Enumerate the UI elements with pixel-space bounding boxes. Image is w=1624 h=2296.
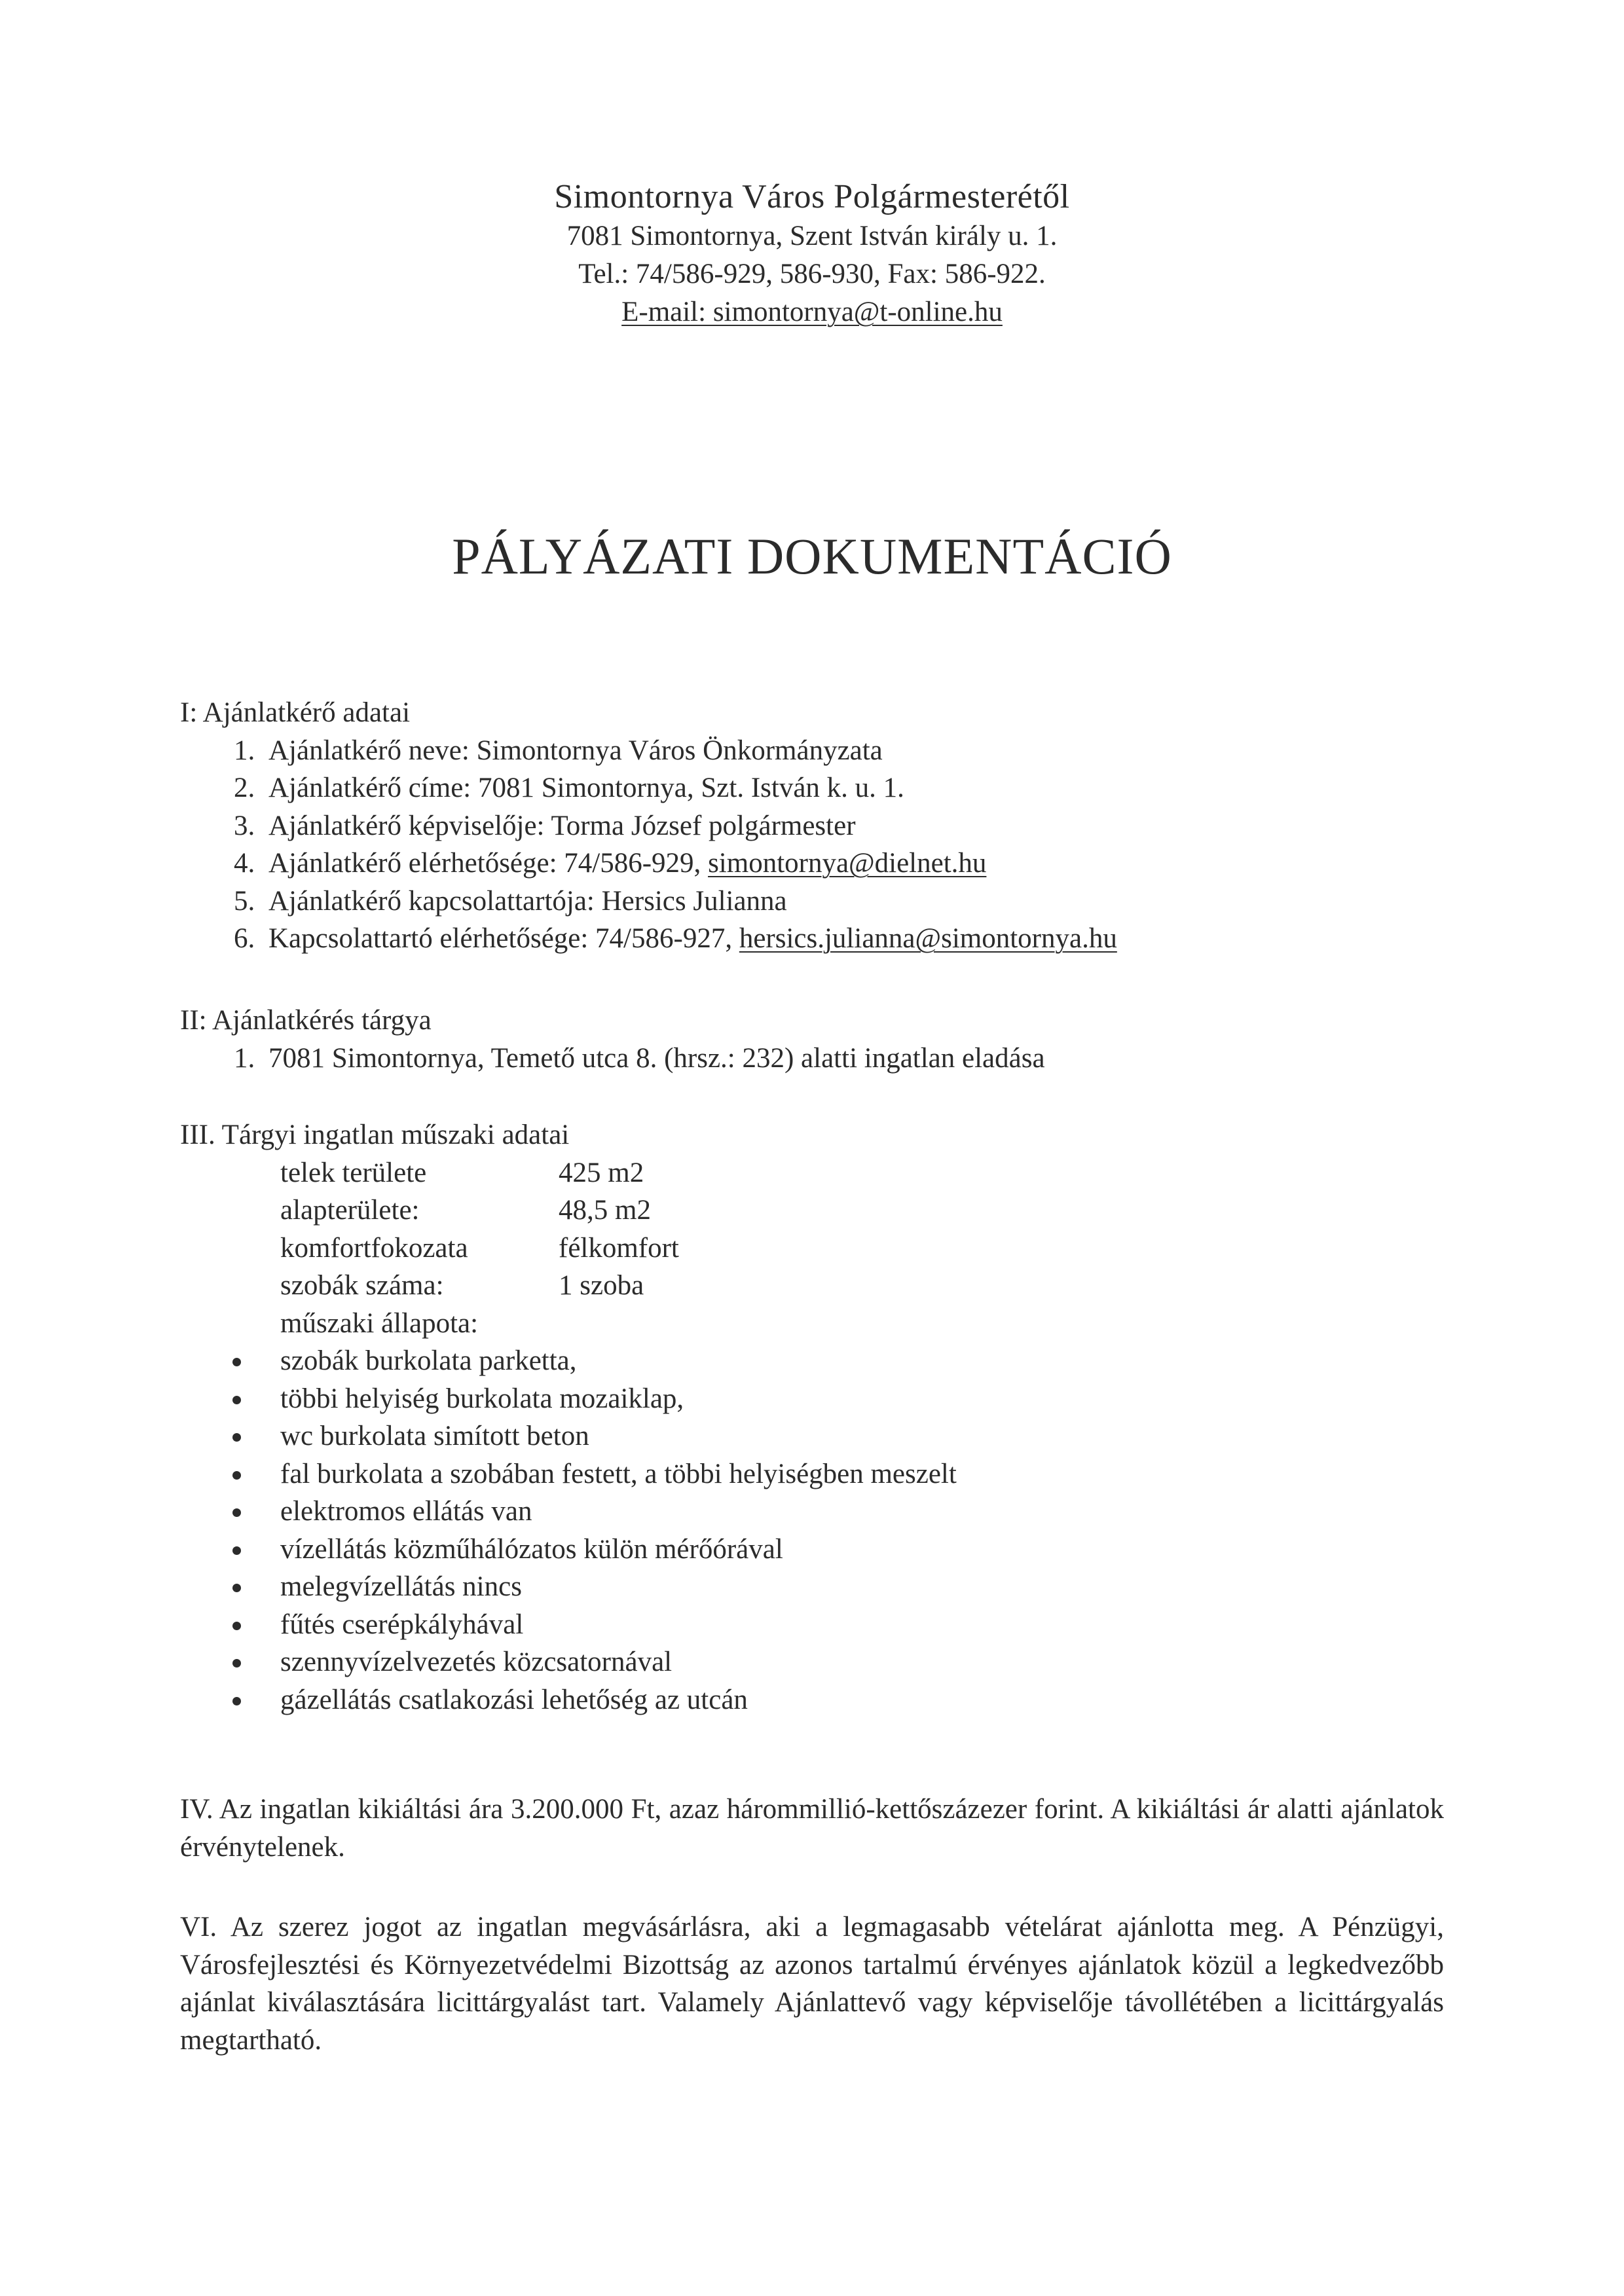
- section-heading: III. Tárgyi ingatlan műszaki adatai: [180, 1120, 570, 1150]
- item-number: 1.: [234, 1042, 255, 1074]
- spec-value: félkomfort: [559, 1232, 679, 1264]
- table-row: [280, 1230, 679, 1267]
- list-item: [180, 1568, 1444, 1606]
- list-item: [180, 1681, 1444, 1719]
- item-number: 2.: [234, 773, 255, 803]
- list-item: [180, 1493, 1444, 1531]
- bullet-icon: [232, 1358, 241, 1366]
- item-number: 4.: [234, 848, 255, 879]
- list-item: [180, 1040, 1444, 1078]
- item-number: 1.: [234, 735, 255, 766]
- bullet-icon: [232, 1697, 241, 1705]
- list-item: [180, 883, 1444, 920]
- condition-text: vízellátás közműhálózatos külön mérőórával: [280, 1533, 783, 1565]
- section-starting-price: IV. Az ingatlan kikiáltási ára 3.200.000 Ft, azaz hárommillió-kettőszázezer forint. A kikiáltási ár alatti ajánlatok érvénytelenek.: [180, 1794, 1444, 1863]
- condition-text: melegvízellátás nincs: [280, 1571, 522, 1602]
- bullet-icon: [232, 1471, 241, 1480]
- spec-value: 1 szoba: [559, 1270, 644, 1301]
- spec-value: 425 m2: [559, 1157, 644, 1188]
- condition-text: fal burkolata a szobában festett, a többi helyiségben meszelt: [280, 1458, 957, 1489]
- org-phone: Tel.: 74/586-929, 586-930, Fax: 586-922.: [578, 259, 1046, 289]
- letterhead: [0, 177, 1624, 331]
- list-item: [180, 769, 1444, 807]
- section-award-rules: VI. Az szerez jogot az ingatlan megvásárlásra, aki a legmagasabb vételárat ajánlotta meg. A Pénzügyi, Városfejlesztési és Környezetvédelmi Bizottság az azonos tartalmú érvényes ajánlatok közül a legkedvezőbb ajánlat kiválasztására licittárgyalást tart. Valamely Ajánlattevő vagy képviselője távollétében a licittárgyalás megtartható.: [180, 1912, 1444, 2056]
- table-row: [280, 1267, 679, 1305]
- spec-label: szobák száma:: [280, 1270, 444, 1301]
- item-text: 7081 Simontornya, Temető utca 8. (hrsz.: 232) alatti ingatlan eladása: [268, 1042, 1045, 1074]
- list-item: [180, 732, 1444, 770]
- condition-text: gázellátás csatlakozási lehetőség az utcán: [280, 1684, 748, 1715]
- list-item: [180, 807, 1444, 845]
- list-item: [180, 845, 1444, 883]
- contact-email-link[interactable]: hersics.julianna@simontornya.hu: [739, 923, 1117, 954]
- org-email-link[interactable]: E-mail: simontornya@t-online.hu: [621, 297, 1003, 327]
- condition-text: szobák burkolata parketta,: [280, 1345, 577, 1376]
- item-number: 6.: [234, 923, 255, 954]
- list-item: [180, 1455, 1444, 1493]
- bullet-icon: [232, 1508, 241, 1517]
- spec-label: alapterülete:: [280, 1195, 420, 1226]
- table-row: [280, 1154, 679, 1192]
- list-item: [180, 1531, 1444, 1569]
- condition-text: szennyvízelvezetés közcsatornával: [280, 1647, 673, 1677]
- requester-email-link[interactable]: simontornya@dielnet.hu: [708, 848, 987, 879]
- subject-list: [180, 1040, 1444, 1078]
- org-name: Simontornya Város Polgármesterétől: [554, 178, 1070, 215]
- item-number: 5.: [234, 885, 255, 917]
- condition-text: wc burkolata simított beton: [280, 1421, 589, 1451]
- requester-list: [180, 732, 1444, 958]
- bullet-icon: [232, 1584, 241, 1592]
- section-heading: I: Ajánlatkérő adatai: [180, 697, 411, 728]
- condition-text: többi helyiség burkolata mozaiklap,: [280, 1383, 684, 1414]
- org-address: 7081 Simontornya, Szent István király u. 1.: [566, 221, 1058, 251]
- item-text: Ajánlatkérő neve: Simontornya Város Önkormányzata: [268, 735, 883, 766]
- item-number: 3.: [234, 810, 255, 841]
- list-item: [180, 1342, 1444, 1380]
- item-text: Ajánlatkérő címe: 7081 Simontornya, Szt. István k. u. 1.: [268, 773, 904, 803]
- condition-label: műszaki állapota:: [280, 1307, 479, 1339]
- list-item: [180, 1643, 1444, 1681]
- document-title: PÁLYÁZATI DOKUMENTÁCIÓ: [452, 528, 1172, 585]
- condition-list: [180, 1342, 1444, 1719]
- bullet-icon: [232, 1396, 241, 1404]
- condition-text: fűtés cserépkályhával: [280, 1609, 524, 1640]
- condition-text: elektromos ellátás van: [280, 1496, 532, 1527]
- bullet-icon: [232, 1433, 241, 1442]
- item-text: Ajánlatkérő képviselője: Torma József polgármester: [268, 810, 856, 841]
- item-text: Kapcsolattartó elérhetősége: 74/586-927,: [268, 923, 739, 954]
- spec-label: telek területe: [280, 1157, 427, 1188]
- item-text: Ajánlatkérő kapcsolattartója: Hersics Julianna: [268, 885, 787, 917]
- section-technical-data: [180, 1116, 1444, 1719]
- section-subject: [180, 1002, 1444, 1077]
- item-text: Ajánlatkérő elérhetősége: 74/586-929,: [268, 848, 709, 879]
- spec-value: 48,5 m2: [559, 1195, 651, 1226]
- bullet-icon: [232, 1546, 241, 1555]
- list-item: [180, 1417, 1444, 1455]
- bullet-icon: [232, 1622, 241, 1630]
- list-item: [180, 1606, 1444, 1644]
- section-heading: II: Ajánlatkérés tárgya: [180, 1005, 432, 1036]
- list-item: [180, 920, 1444, 958]
- table-row: [280, 1192, 679, 1230]
- spec-table: [280, 1154, 679, 1305]
- section-requester-data: [180, 694, 1444, 958]
- spec-label: komfortfokozata: [280, 1232, 468, 1264]
- list-item: [180, 1380, 1444, 1418]
- bullet-icon: [232, 1659, 241, 1667]
